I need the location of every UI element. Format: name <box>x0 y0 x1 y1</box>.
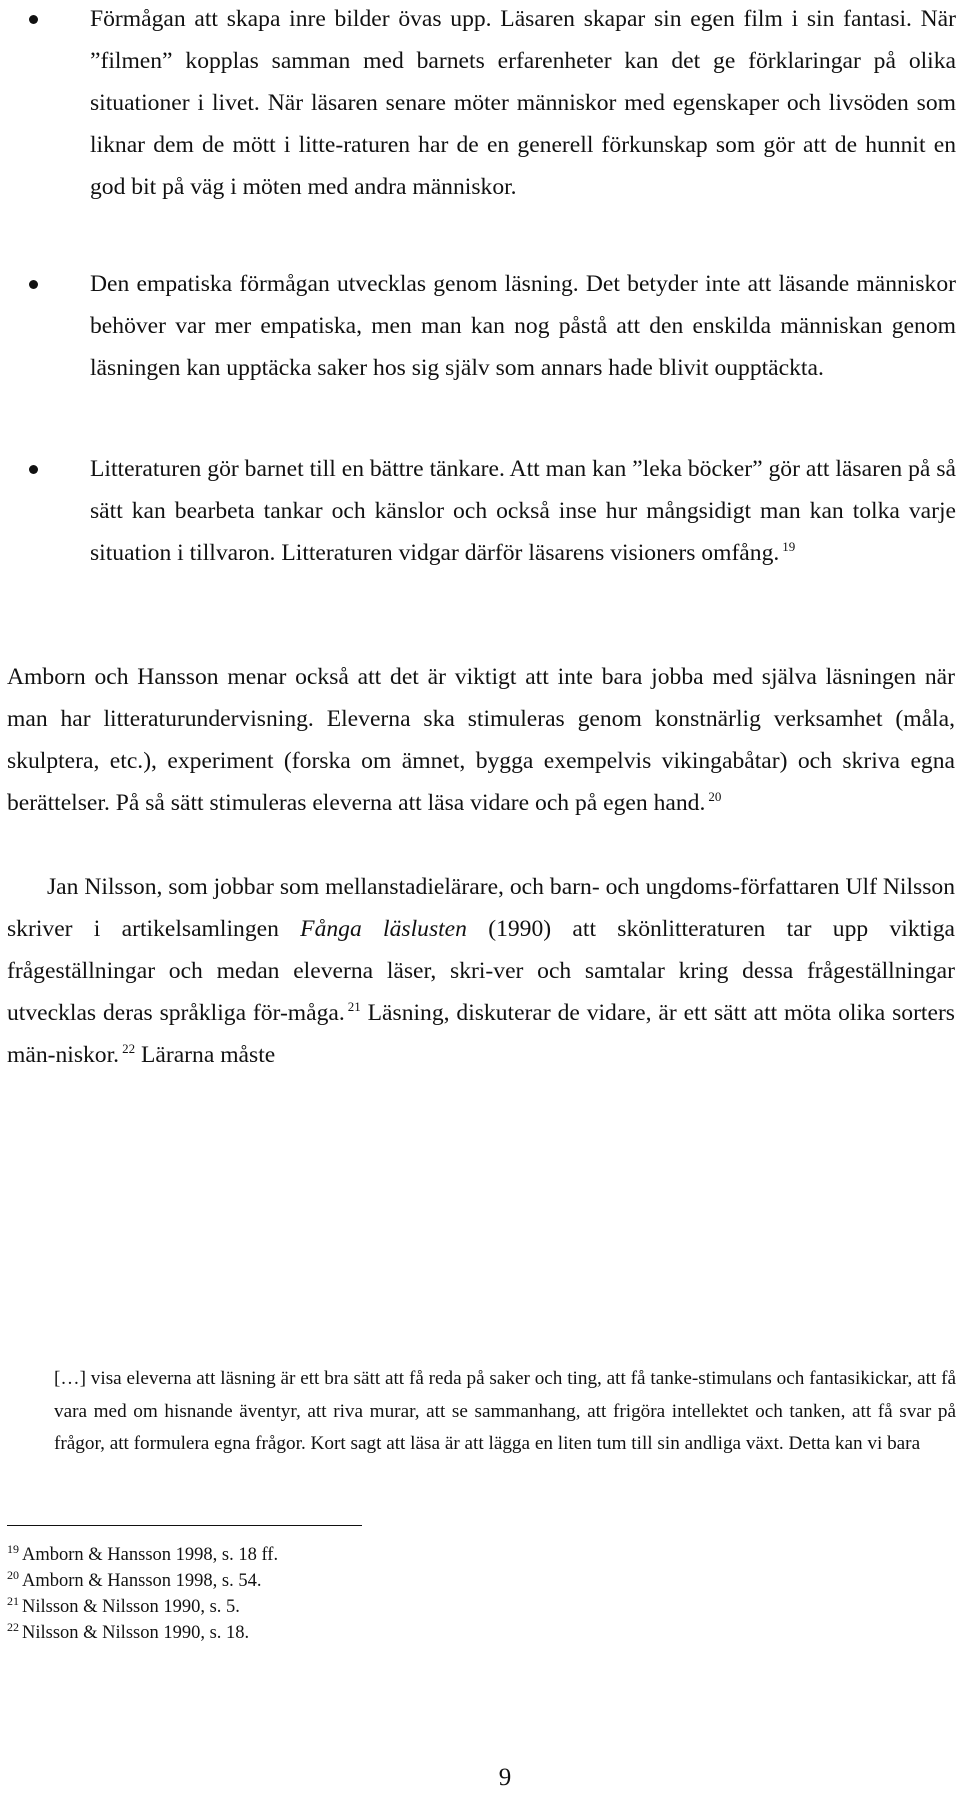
page-number: 9 <box>498 1764 512 1791</box>
footnote-number: 21 <box>7 1593 19 1608</box>
footnote-21 <box>7 1594 607 1620</box>
footnote-reference: 20 <box>708 789 722 805</box>
footnote-text: Nilsson & Nilsson 1990, s. 18. <box>22 1623 250 1643</box>
footnote-19 <box>7 1542 607 1568</box>
body-paragraph-nilsson <box>7 866 955 1076</box>
footnote-text: Nilsson & Nilsson 1990, s. 5. <box>22 1597 240 1617</box>
footnote-number: 19 <box>7 1541 19 1556</box>
footnote-reference: 22 <box>122 1041 136 1057</box>
quote-text: […] visa eleverna att läsning är ett bra sätt att få reda på saker och ting, att få tanke-stimulans och fantasikickar, att få vara med om hisnande äventyr, att riva murar, att se sammanhang, att frigöra intellektet och tanken, att få svar på frågor, att formulera egna frågor. Kort sagt att läsa är att lägga en liten tum till sin andliga växt. Detta kan vi bara <box>54 1368 956 1454</box>
paragraph-text: (1990) att skönlitteraturen tar upp viktiga frågeställningar och medan eleverna läser, skri-ver och samtalar kring dessa frågeställningar utvecklas deras språkliga för-måga. <box>7 916 956 1026</box>
footnote-divider <box>7 1525 362 1526</box>
bullet-text: Litteraturen gör barnet till en bättre tänkare. Att man kan ”leka böcker” gör att läsaren på så sätt kan bearbeta tankar och känslor och också inse hur mångsidigt man kan tolka varje situation i tillvaron. Litteraturen vidgar därför läsarens visioners omfång. <box>90 456 956 566</box>
bullet-dot <box>29 465 38 474</box>
paragraph-text: Lärarna måste <box>135 1042 276 1068</box>
footnote-text: Amborn & Hansson 1998, s. 54. <box>22 1571 262 1591</box>
footnote-reference: 19 <box>782 539 796 555</box>
footnote-reference: 21 <box>347 999 361 1015</box>
footnote-20 <box>7 1568 607 1594</box>
block-quote <box>54 1363 956 1461</box>
bullet-item-empathy <box>90 263 956 389</box>
bullet-item-inner-images <box>90 0 956 208</box>
bullet-text: Förmågan att skapa inre bilder övas upp. Läsaren skapar sin egen film i sin fantasi. När ”filmen” kopplas samman med barnets erfarenheter kan det ge förklaringar på olika situationer i livet. När läsaren senare möter människor med egenskaper och livsöden som liknar dem de mött i litte-raturen har de en generell förkunskap som gör att de hunnit en god bit på väg i möten med andra människor. <box>90 6 956 200</box>
footnote-22 <box>7 1620 607 1646</box>
book-title: Fånga läslusten <box>300 916 467 942</box>
footnote-number: 20 <box>7 1567 19 1582</box>
footnote-text: Amborn & Hansson 1998, s. 18 ff. <box>22 1545 279 1565</box>
body-paragraph-amborn <box>7 656 955 824</box>
paragraph-text: Amborn och Hansson menar också att det är viktigt att inte bara jobba med själva läsningen när man har litteraturundervisning. Eleverna ska stimuleras genom konstnärlig verksamhet (måla, skulptera, etc.), experiment (forska om ämnet, bygga exempelvis vikingabåtar) och skriva egna berättelser. På så sätt stimuleras eleverna att läsa vidare och på egen hand. <box>7 664 955 816</box>
paragraph-text: Läsning, diskuterar de vidare, är ett sätt att möta olika sorters män-niskor. <box>7 1000 955 1068</box>
bullet-dot <box>29 15 38 24</box>
paragraph-text: Jan Nilsson, som jobbar som mellanstadielärare, och barn- och ungdoms-författaren Ulf Nilsson skriver i artikelsamlingen <box>7 874 955 942</box>
footnote-list <box>7 1542 607 1646</box>
bullet-dot <box>29 280 38 289</box>
bullet-item-thinker <box>90 448 956 574</box>
footnote-number: 22 <box>7 1619 19 1634</box>
bullet-text: Den empatiska förmågan utvecklas genom läsning. Det betyder inte att läsande människor behöver var mer empatiska, men man kan nog påstå att den enskilda människan genom läsningen kan upptäcka saker hos sig själv som annars hade blivit oupptäckta. <box>90 271 956 381</box>
